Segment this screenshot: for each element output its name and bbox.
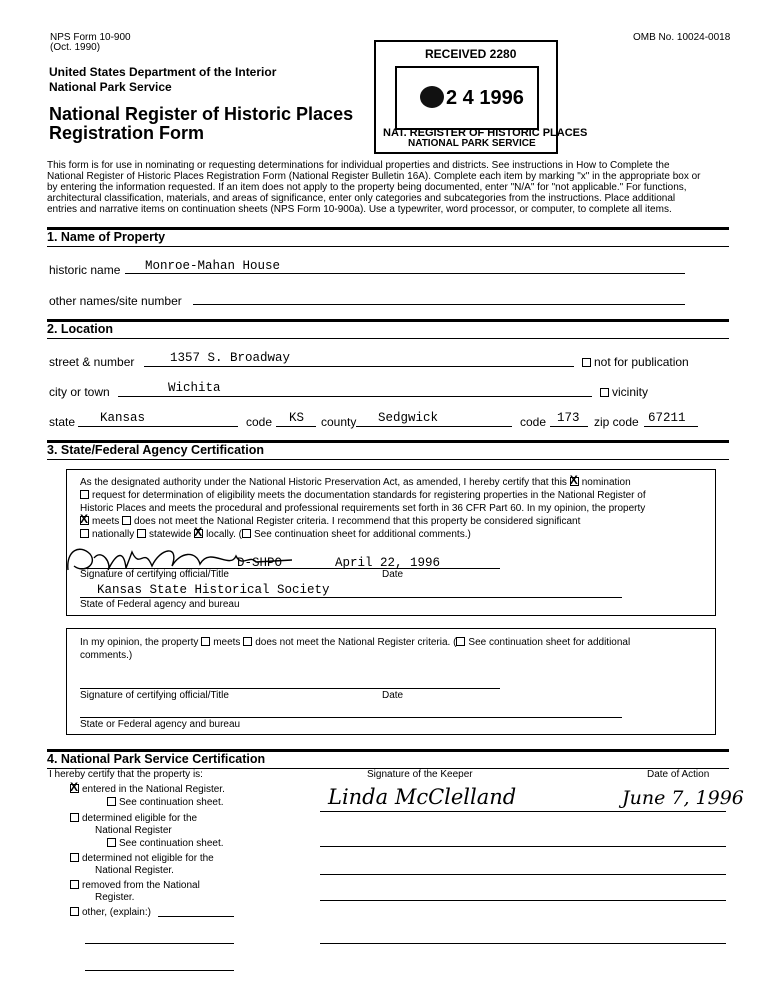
signature2-label: Signature of certifying official/Title bbox=[80, 690, 229, 701]
statewide-checkbox[interactable] bbox=[137, 529, 146, 538]
certify-intro: I hereby certify that the property is: bbox=[49, 769, 203, 780]
state-code-label: code bbox=[246, 415, 273, 429]
continuation-checkbox[interactable] bbox=[242, 529, 251, 538]
entered-option[interactable]: Xentered in the National Register. bbox=[70, 784, 225, 795]
vicinity[interactable]: vicinity bbox=[600, 385, 648, 399]
opinion-line1: In my opinion, the property meets does not meet the National Register criteria. ( See continuation sheet for additional bbox=[80, 637, 631, 648]
street-line bbox=[144, 366, 574, 367]
zip-value[interactable]: 67211 bbox=[648, 411, 686, 425]
county-value[interactable]: Sedgwick bbox=[378, 411, 439, 425]
stamp-received: RECEIVED 2280 bbox=[425, 47, 517, 61]
keeper-label: Signature of the Keeper bbox=[367, 769, 473, 780]
eligible-checkbox[interactable] bbox=[70, 813, 79, 822]
section1-heading: 1. Name of Property bbox=[47, 227, 729, 247]
cert-line5: nationally statewide X locally. ( See continuation sheet for additional comments.) bbox=[80, 529, 471, 540]
county-code-line bbox=[550, 426, 588, 427]
opinion-line2: comments.) bbox=[80, 650, 133, 661]
sign-date[interactable]: April 22, 1996 bbox=[335, 556, 441, 570]
state-value[interactable]: Kansas bbox=[100, 411, 146, 425]
zip-label: zip code bbox=[594, 415, 639, 429]
form-title-line2: Registration Form bbox=[49, 123, 205, 143]
stamp-line2: NATIONAL PARK SERVICE bbox=[408, 138, 536, 149]
zip-line bbox=[644, 426, 698, 427]
county-label: county bbox=[321, 415, 357, 429]
cert-line1: As the designated authority under the National Historic Preservation Act, as amended, I hereby certify that this X nomination bbox=[80, 477, 631, 488]
agency: National Park Service bbox=[49, 80, 172, 94]
see-continuation-1[interactable]: See continuation sheet. bbox=[107, 797, 224, 808]
county-code-label: code bbox=[520, 415, 547, 429]
not-eligible-line2: National Register. bbox=[95, 865, 174, 876]
other-option[interactable]: other, (explain:) bbox=[70, 907, 151, 918]
department: United States Department of the Interior bbox=[49, 65, 277, 79]
removed-line2: Register. bbox=[95, 892, 135, 903]
not-eligible-checkbox[interactable] bbox=[70, 853, 79, 862]
request-checkbox[interactable] bbox=[80, 490, 89, 499]
not-for-publication[interactable]: not for publication bbox=[582, 355, 689, 369]
locally-checkbox[interactable] bbox=[194, 529, 203, 538]
state-line bbox=[78, 426, 238, 427]
historic-name-line bbox=[125, 273, 685, 274]
form-date: (Oct. 1990) bbox=[50, 42, 101, 53]
state-code-value[interactable]: KS bbox=[289, 411, 305, 425]
signer-title[interactable]: D-SHPO bbox=[237, 556, 283, 570]
city-value[interactable]: Wichita bbox=[168, 381, 221, 395]
other-names-line bbox=[193, 304, 685, 305]
stamp-date: 2 4 1996 bbox=[420, 86, 524, 110]
nationally-checkbox[interactable] bbox=[80, 529, 89, 538]
agency-line bbox=[80, 597, 622, 598]
continuation1-checkbox[interactable] bbox=[107, 797, 116, 806]
agency2-label: State or Federal agency and bureau bbox=[80, 719, 241, 730]
city-line bbox=[118, 396, 592, 397]
not-meets-checkbox[interactable] bbox=[122, 516, 131, 525]
removed-option[interactable]: removed from the National bbox=[70, 880, 200, 891]
cert-line4: Xmeets does not meet the National Register criteria. I recommend that this property be considered significant bbox=[80, 516, 580, 527]
instructions-line1: This form is for use in nominating or requesting determinations for individual properties and districts. See instructions in How to Complete the bbox=[47, 160, 670, 171]
meets-checkbox[interactable] bbox=[80, 516, 89, 525]
removed-checkbox[interactable] bbox=[70, 880, 79, 889]
agency2-line bbox=[80, 717, 622, 718]
omb-number: OMB No. 10024-0018 bbox=[633, 32, 731, 43]
see-continuation-2[interactable]: See continuation sheet. bbox=[107, 838, 224, 849]
explain-line-1 bbox=[85, 943, 234, 944]
keeper-line-3 bbox=[320, 874, 726, 875]
agency-label: State of Federal agency and bureau bbox=[80, 599, 240, 610]
agency-value[interactable]: Kansas State Historical Society bbox=[97, 583, 330, 597]
date-label: Date bbox=[382, 569, 404, 580]
opinion-continuation-checkbox[interactable] bbox=[456, 637, 465, 646]
keeper-line-5 bbox=[320, 943, 726, 944]
date2-label: Date bbox=[382, 690, 404, 701]
instructions-line3: by entering the information requested. If an item does not apply to the property being documented, enter "N/A" for "not applicable." For functions, bbox=[47, 182, 687, 193]
ink-blot-icon bbox=[420, 86, 444, 108]
cert-line2: request for determination of eligibility meets the documentation standards for registering properties in the National Register of bbox=[80, 490, 646, 501]
nomination-checkbox[interactable] bbox=[570, 477, 579, 486]
other-checkbox[interactable] bbox=[70, 907, 79, 916]
keeper-line-1 bbox=[320, 811, 726, 812]
instructions-line2: National Register of Historic Places Registration Form (National Register Bulletin 16A). Complete each item by marking "x" in the appropriate box or bbox=[47, 171, 701, 182]
state-code-line bbox=[276, 426, 316, 427]
not-eligible-option[interactable]: determined not eligible for the bbox=[70, 853, 214, 864]
other-names-label: other names/site number bbox=[49, 294, 182, 308]
form-number: NPS Form 10-900 bbox=[50, 32, 131, 43]
county-line bbox=[356, 426, 512, 427]
eligible-line2: National Register bbox=[95, 825, 172, 836]
signature2-line bbox=[80, 688, 500, 689]
checkbox[interactable] bbox=[600, 388, 609, 397]
cert-line3: Historic Places and meets the procedural and professional requirements set forth in 36 CFR Part 60. In my opinion, the property bbox=[80, 503, 646, 514]
continuation2-checkbox[interactable] bbox=[107, 838, 116, 847]
historic-name-value[interactable]: Monroe-Mahan House bbox=[145, 259, 281, 273]
instructions-line5: entries and narrative items on continuation sheets (NPS Form 10-900a). Use a typewriter, word processor, or computer, to complete all items. bbox=[47, 204, 672, 215]
keeper-line-4 bbox=[320, 900, 726, 901]
other-explain-line bbox=[158, 916, 234, 917]
street-label: street & number bbox=[49, 355, 135, 369]
opinion-not-meets-checkbox[interactable] bbox=[243, 637, 252, 646]
street-value[interactable]: 1357 S. Broadway bbox=[170, 351, 291, 365]
explain-line-2 bbox=[85, 970, 234, 971]
stamp-line1: NAT. REGISTER OF HISTORIC PLACES bbox=[383, 127, 588, 139]
entered-checkbox[interactable] bbox=[70, 784, 79, 793]
section3-heading: 3. State/Federal Agency Certification bbox=[47, 440, 729, 460]
form-title-line1: National Register of Historic Places bbox=[49, 104, 354, 124]
checkbox[interactable] bbox=[582, 358, 591, 367]
city-label: city or town bbox=[49, 385, 110, 399]
keeper-signature[interactable]: Linda McClelland bbox=[328, 785, 517, 809]
keeper-line-2 bbox=[320, 846, 726, 847]
section4-heading: 4. National Park Service Certification bbox=[47, 749, 729, 769]
instructions-line4: architectural classification, materials, and areas of significance, enter only categories and subcategories from the instructions. Place additional bbox=[47, 193, 676, 204]
action-date[interactable]: June 7, 1996 bbox=[622, 787, 744, 809]
signature-label: Signature of certifying official/Title bbox=[80, 569, 229, 580]
section2-heading: 2. Location bbox=[47, 319, 729, 339]
historic-name-label: historic name bbox=[49, 263, 121, 277]
county-code-value[interactable]: 173 bbox=[557, 411, 580, 425]
eligible-option[interactable]: determined eligible for the bbox=[70, 813, 197, 824]
action-label: Date of Action bbox=[647, 769, 710, 780]
opinion-meets-checkbox[interactable] bbox=[201, 637, 210, 646]
state-label: state bbox=[49, 415, 76, 429]
